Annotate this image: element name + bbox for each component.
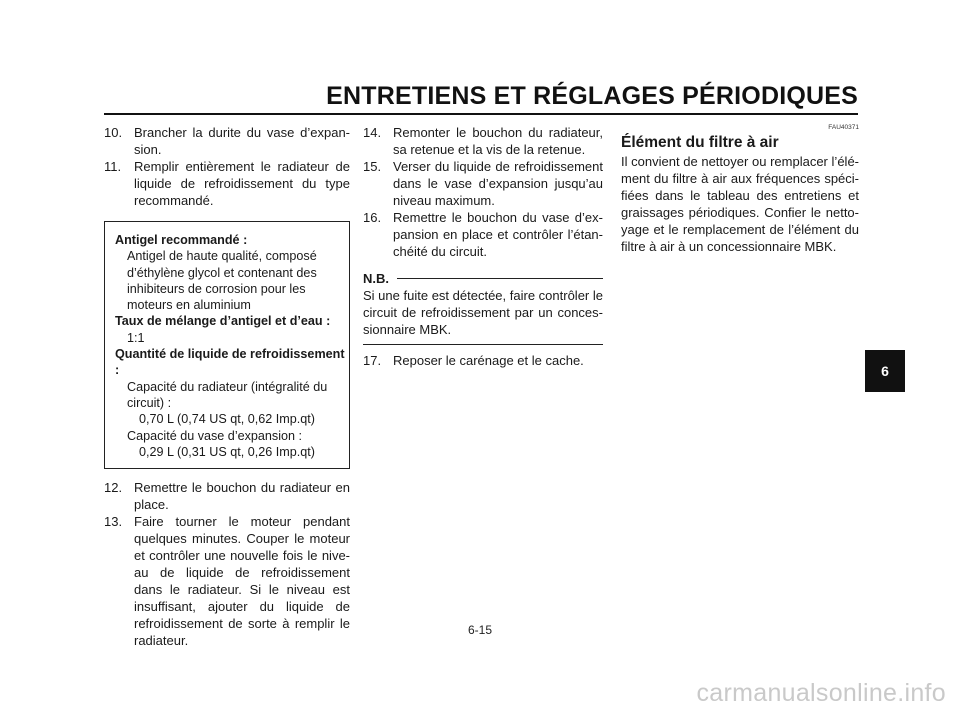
- antigel-value: Antigel de haute qualité, composé d’éthylène glycol et contenant des inhibiteurs de corrosion pour les moteurs en aluminium: [127, 249, 317, 313]
- page-header-title: ENTRETIENS ET RÉGLAGES PÉRIODIQUES: [326, 82, 858, 110]
- note-rule: [397, 278, 603, 279]
- step-text: Faire tourner le moteur pendant quelques minutes. Couper le moteur et contrôler une nouvelle fois le nive-au de liquide de refroidissement dans le radiateur. Si le niveau est insuffisant, ajouter du liquide de refroidissement de sorte à remplir le radiateur.: [134, 514, 350, 649]
- column-2: [363, 124, 603, 369]
- step-text: Remonter le bouchon du radiateur, sa retenue et la vis de la retenue.: [393, 125, 603, 157]
- step-number: 16.: [363, 210, 382, 225]
- coolant-quantity-label: Quantité de liquide de refroidissement :: [115, 347, 345, 378]
- step-text: Remettre le bouchon du radiateur en place.: [134, 480, 350, 513]
- note-text: Si une fuite est détectée, faire contrôler le circuit de refroidissement par un conces-sionnaire MBK.: [363, 288, 603, 337]
- step-number: 12.: [104, 480, 123, 496]
- chapter-tab: 6: [865, 350, 905, 392]
- step-text: Remettre le bouchon du vase d’ex-pansion en place et contrôler l’étan-chéité du circuit.: [393, 210, 603, 259]
- mix-ratio-value: 1:1: [127, 330, 145, 345]
- radiator-capacity-value: 0,70 L (0,74 US qt, 0,62 Imp.qt): [139, 412, 315, 427]
- step-17: [363, 352, 603, 369]
- note-end-rule: [363, 344, 603, 345]
- step-number: 13.: [104, 514, 123, 530]
- step-12: [104, 479, 350, 513]
- step-11: [104, 158, 350, 209]
- section-title: Élément du filtre à air: [621, 134, 779, 151]
- page-number: 6-15: [467, 623, 493, 637]
- section-paragraph: Il convient de nettoyer ou remplacer l’élé-ment du filtre à air aux fréquences spéci-fiées dans le tableau des entretiens et graissages périodiques. Confier le netto-yage et le remplacement de l’élément du filtre à air à un concessionnaire MBK.: [621, 154, 859, 254]
- antigel-label: Antigel recommandé :: [115, 233, 248, 247]
- step-15: [363, 158, 603, 209]
- step-number: 11.: [104, 159, 122, 174]
- tank-capacity-label: Capacité du vase d’expansion :: [127, 428, 303, 443]
- step-text: Verser du liquide de refroidissement dans le vase d’expansion jusqu’au niveau maximum.: [393, 159, 603, 208]
- tank-capacity-value: 0,29 L (0,31 US qt, 0,26 Imp.qt): [139, 444, 315, 459]
- header-rule: [104, 113, 858, 115]
- step-number: 14.: [363, 125, 382, 140]
- step-number: 10.: [104, 125, 123, 140]
- note-header: [363, 270, 603, 287]
- watermark: carmanualsonline.info: [696, 679, 946, 707]
- section-code: FAU40371: [828, 124, 859, 131]
- step-text: Brancher la durite du vase d’expan-sion.: [134, 125, 350, 157]
- step-number: 15.: [363, 159, 382, 174]
- column-3: [621, 124, 859, 255]
- step-text: Reposer le carénage et le cache.: [393, 353, 584, 368]
- step-number: 17.: [363, 353, 382, 368]
- coolant-spec-box: [104, 221, 350, 469]
- mix-ratio-label: Taux de mélange d’antigel et d’eau :: [115, 314, 331, 329]
- radiator-capacity-label: Capacité du radiateur (intégralité du circuit) :: [127, 379, 328, 410]
- note-label: N.B.: [363, 271, 389, 286]
- step-text: Remplir entièrement le radiateur de liquide de refroidissement du type recommandé.: [134, 159, 350, 208]
- step-14: [363, 124, 603, 158]
- step-10: [104, 124, 350, 158]
- step-16: [363, 209, 603, 260]
- column-1: [104, 124, 350, 649]
